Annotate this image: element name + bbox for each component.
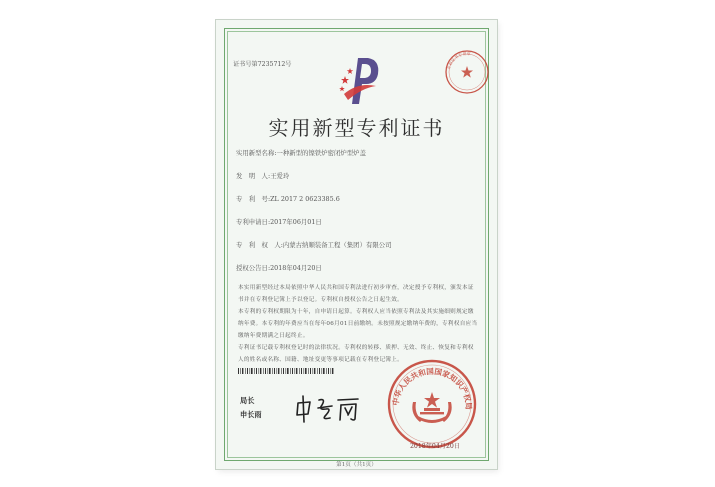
page-number: 第1页（共1页）: [336, 462, 377, 468]
field-label: 授权公告日:: [236, 264, 271, 272]
field-label: 专 利 号:: [236, 195, 271, 203]
paragraph-legal-status: 专利证书记载专利权登记时的法律状况。专利权的转移、质押、无效、终止、恢复和专利权人的姓名或名称、国籍、地址变更等事项记载在专利登记簿上。: [238, 345, 474, 363]
seal-main-text: 中华人民共和国国家知识产权局: [390, 366, 474, 410]
official-seal-icon: [386, 358, 478, 450]
field-inventor: [236, 171, 289, 180]
field-label: 专利申请日:: [236, 218, 271, 226]
handwritten-signature-icon: [292, 394, 364, 424]
field-value: 2018年04月20日: [270, 264, 322, 272]
field-patentee: [236, 240, 392, 249]
field-value: ZL 2017 2 0623385.6: [270, 195, 340, 203]
barcode-icon: [238, 368, 334, 374]
seal-top-icon: [442, 42, 492, 102]
field-label: 发 明 人:: [236, 172, 271, 180]
certificate-title: 实用新型专利证书: [268, 116, 445, 140]
field-value: 王爱玲: [270, 172, 290, 180]
field-grant-date: [236, 263, 322, 272]
issue-date: 2018年04月20日: [410, 443, 461, 450]
signer-name: 申长雨: [240, 410, 262, 419]
seal-top-text: 专利证书专用章: [446, 50, 471, 71]
paragraph-grant: 本实用新型经过本局依照中华人民共和国专利法进行初步审查，决定授予专利权，颁发本证书并在专利登记簿上予以登记。专利权自授权公告之日起生效。: [238, 285, 474, 303]
field-value: 内蒙古纳顺装备工程（集团）有限公司: [282, 241, 392, 249]
field-utility-model-name: [236, 148, 366, 157]
field-value: 2017年06月01日: [270, 218, 322, 226]
paragraph-term: 本专利的专利权期限为十年，自申请日起算。专利权人应当依照专利法及其实施细则规定缴纳年费。本专利的年费应当在每年06月01日前缴纳。未按照规定缴纳年费的，专利权自应当缴纳年费期满之日起终止。: [238, 309, 478, 339]
field-value: 一种新型的镍铁炉密闭炉型炉盖: [276, 149, 366, 157]
signer-title: 局长: [240, 396, 255, 405]
patent-certificate: [216, 20, 497, 469]
certificate-number: 证书号第7235712号: [233, 61, 292, 68]
field-label: 专 利 权 人:: [236, 241, 283, 249]
field-application-date: [236, 217, 322, 226]
field-patent-number: [236, 194, 340, 203]
field-label: 实用新型名称:: [236, 149, 277, 157]
patent-office-logo-icon: [338, 50, 382, 108]
